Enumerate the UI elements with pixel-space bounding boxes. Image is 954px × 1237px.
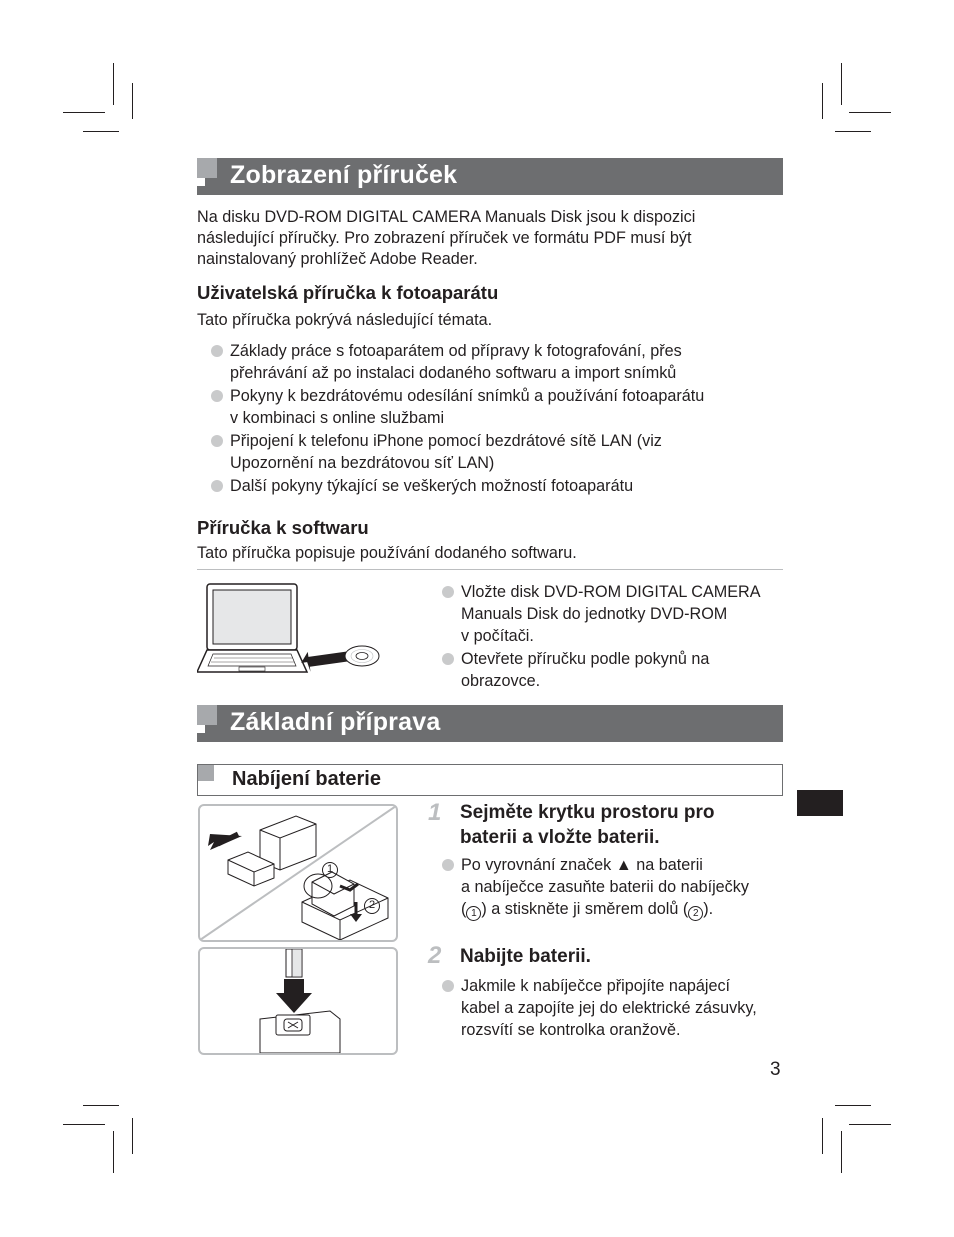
battery-insert-illustration <box>198 804 398 942</box>
callout-number: 1 <box>466 906 481 921</box>
list-item: Otevřete příručku podle pokynů na obrazovce. <box>442 648 787 692</box>
heading-accent-square <box>198 765 214 781</box>
crop-mark <box>841 1131 842 1173</box>
battery-charger-drawing <box>200 806 396 940</box>
list-item: Základy práce s fotoaparátem od přípravy k fotografování, přes přehrávání až po instalaci dodaného softwaru a import snímků <box>211 340 781 384</box>
crop-mark <box>113 63 114 105</box>
camera-guide-heading: Uživatelská příručka k fotoaparátu <box>197 282 499 303</box>
crop-mark <box>835 131 871 132</box>
step-title: Nabijte baterii. <box>460 946 591 967</box>
plug-drawing <box>200 949 396 1053</box>
page-number: 3 <box>770 1059 781 1080</box>
crop-mark <box>132 83 133 119</box>
callout-number: 2 <box>364 898 380 914</box>
laptop-dvd-illustration <box>197 580 387 680</box>
crop-mark <box>841 63 842 105</box>
intro-line: Na disku DVD-ROM DIGITAL CAMERA Manuals Disk jsou k dispozici <box>197 208 696 226</box>
intro-line: nainstalovaný prohlížeč Adobe Reader. <box>197 250 478 268</box>
crop-mark <box>113 1131 114 1173</box>
crop-mark <box>849 112 891 113</box>
software-guide-steps <box>442 581 787 693</box>
callout-number: 2 <box>688 906 703 921</box>
step-number: 2 <box>428 942 442 969</box>
software-guide-desc: Tato příručka popisuje používání dodaného softwaru. <box>197 544 577 562</box>
heading-accent-square <box>197 178 205 186</box>
list-item: Vložte disk DVD-ROM DIGITAL CAMERA Manuals Disk do jednotky DVD-ROM v počítači. <box>442 581 787 647</box>
subsection-title: Nabíjení baterie <box>232 768 381 790</box>
divider <box>197 569 783 570</box>
step-number: 1 <box>428 799 442 826</box>
list-item: Připojení k telefonu iPhone pomocí bezdrátové sítě LAN (viz Upozornění na bezdrátovou síť LAN) <box>211 430 781 474</box>
list-item: Pokyny k bezdrátovému odesílání snímků a používání fotoaparátu v kombinaci s online službami <box>211 385 781 429</box>
section-heading-bar <box>197 705 783 742</box>
heading-accent-square <box>197 158 217 178</box>
section-title: Základní příprava <box>230 708 441 736</box>
list-item: Další pokyny týkající se veškerých možností fotoaparátu <box>211 475 781 497</box>
subsection-heading-box <box>197 764 783 796</box>
crop-mark <box>822 83 823 119</box>
crop-mark <box>83 131 119 132</box>
step-2-instructions <box>442 975 787 1042</box>
crop-mark <box>63 112 105 113</box>
crop-mark <box>63 1124 105 1125</box>
crop-mark <box>132 1118 133 1154</box>
callout-number: 1 <box>322 862 338 878</box>
list-item: Jakmile k nabíječce připojíte napájecí kabel a zapojíte jej do elektrické zásuvky, rozsvítí se kontrolka oranžově. <box>442 975 787 1041</box>
step-title: Sejměte krytku prostoru pro baterii a vložte baterii. <box>460 802 715 848</box>
intro-line: následující příručky. Pro zobrazení příruček ve formátu PDF musí být <box>197 229 692 247</box>
heading-accent-square <box>197 705 217 725</box>
heading-accent-square <box>197 725 205 733</box>
crop-mark <box>822 1118 823 1154</box>
charger-plug-illustration <box>198 947 398 1055</box>
list-item: Po vyrovnání značek ▲ na baterii a nabíječce zasuňte baterii do nabíječky ( 1 ) a stiskněte ji směrem dolů ( 2 ). <box>442 854 787 921</box>
chapter-tab <box>797 790 843 816</box>
camera-guide-topics <box>211 340 781 498</box>
section-title: Zobrazení příruček <box>230 161 458 189</box>
crop-mark <box>835 1105 871 1106</box>
camera-guide-desc: Tato příručka pokrývá následující témata. <box>197 311 493 329</box>
intro-paragraph <box>197 207 787 270</box>
step-1-instructions <box>442 854 787 922</box>
crop-mark <box>849 1124 891 1125</box>
crop-mark <box>83 1105 119 1106</box>
software-guide-heading: Příručka k softwaru <box>197 517 369 538</box>
triangle-mark-icon: ▲ <box>615 856 632 874</box>
section-heading-bar <box>197 158 783 195</box>
